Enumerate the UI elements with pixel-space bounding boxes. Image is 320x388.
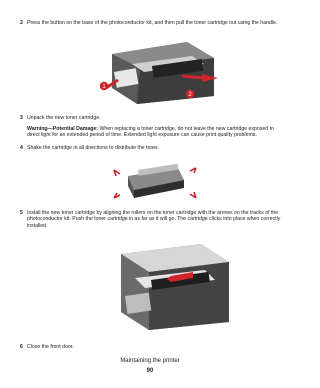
step-text: Press the button on the base of the photoconductor kit, and then pull the toner cartridge out using the handle. <box>27 20 278 26</box>
footer-section-title: Maintaining the printer <box>120 358 180 364</box>
warning-text: When replacing a toner cartridge, do not leave the new cartridge exposed to direct light for an extended period of time. Extended light exposure can cause print quality problems. <box>27 126 274 139</box>
shake-cartridge-illustration <box>110 160 200 208</box>
warning-label: Warning—Potential Damage: <box>27 126 98 132</box>
install-toner-illustration <box>105 240 235 332</box>
remove-toner-illustration <box>92 36 222 106</box>
step-number: 3 <box>20 115 23 121</box>
step-number: 5 <box>20 210 23 216</box>
step-5 <box>20 210 288 229</box>
step-text: Shake the cartridge in all directions to distribute the toner. <box>27 145 160 151</box>
step-text: Install the new toner cartridge by aligning the rollers on the toner cartridge with the arrows on the tracks of the photoconductor kit. Push the toner cartridge in as far as it will go. The cartridge clicks into place when correctly installed. <box>27 210 281 229</box>
step-number: 6 <box>20 344 23 350</box>
step-text: Close the front door. <box>27 344 74 350</box>
page-number: 90 <box>146 368 154 374</box>
step-number: 4 <box>20 145 23 151</box>
step-6 <box>20 344 288 350</box>
step-3 <box>20 115 288 121</box>
step-2 <box>20 20 288 26</box>
callout-2-label: 2 <box>188 92 192 98</box>
step-text: Unpack the new toner cartridge. <box>27 115 101 121</box>
step-number: 2 <box>20 20 23 26</box>
callout-1-label: 1 <box>102 84 106 90</box>
warning-note <box>27 126 286 139</box>
step-4 <box>20 145 288 151</box>
